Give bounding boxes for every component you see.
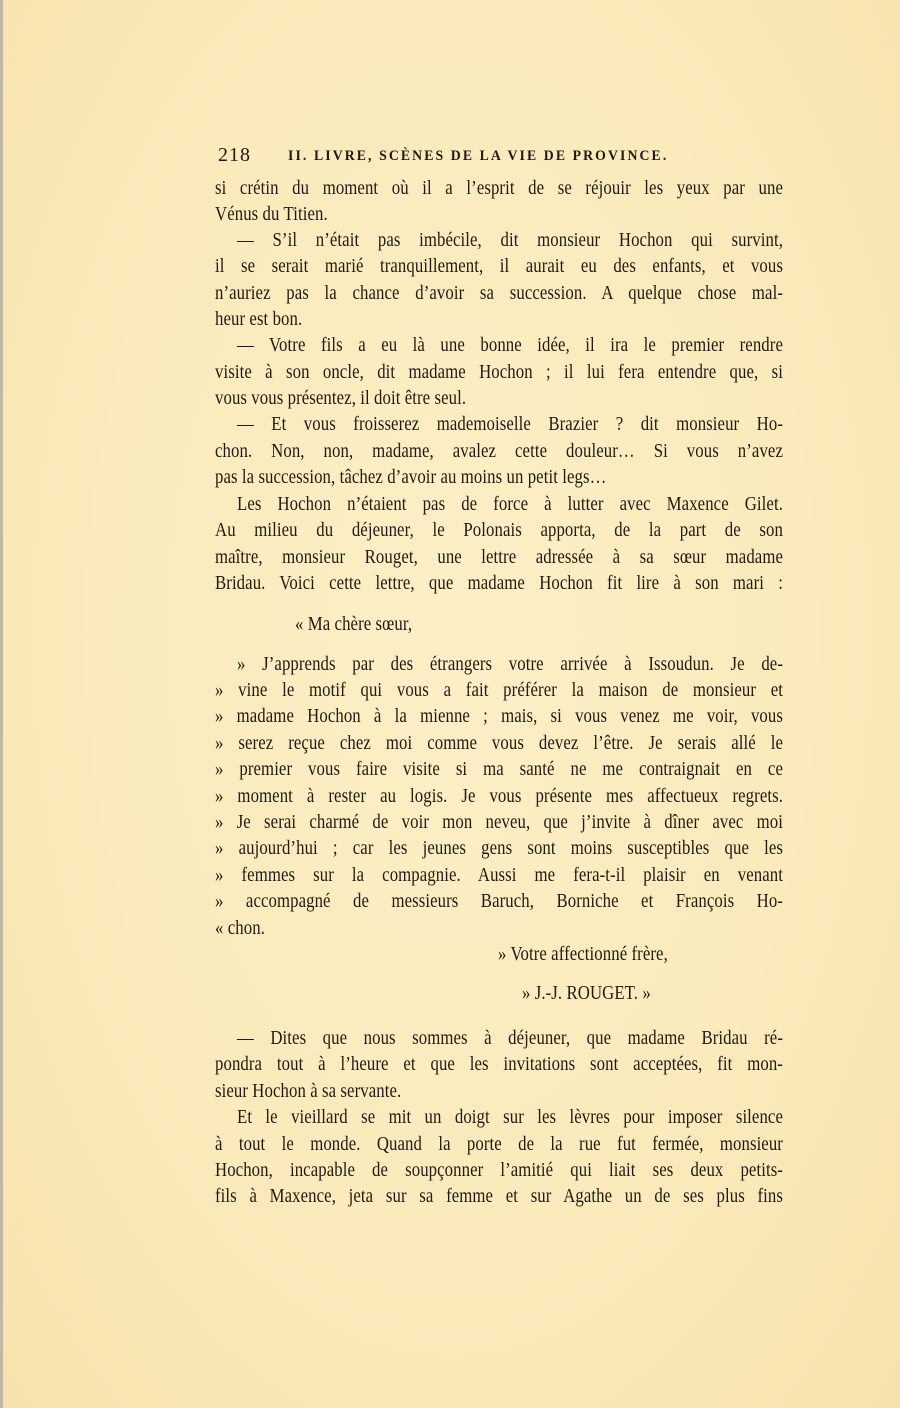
- text-line: maître, monsieur Rouget, une lettre adressée à sa sœur madame: [215, 547, 783, 568]
- text-line: « chon.: [215, 918, 265, 939]
- text-line: vous vous présentez, il doit être seul.: [215, 388, 467, 409]
- text-line: Bridau. Voici cette lettre, que madame Hochon fit lire à son mari :: [215, 573, 783, 594]
- text-line: » serez reçue chez moi comme vous devez l’être. Je serais allé le: [215, 733, 783, 754]
- text-line: visite à son oncle, dit madame Hochon ; il lui fera entendre que, si: [215, 362, 783, 383]
- text-line: » Je serai charmé de voir mon neveu, que j’invite à dîner avec moi: [215, 812, 783, 833]
- text-line: » accompagné de messieurs Baruch, Borniche et François Ho-: [215, 891, 783, 912]
- text-line: » vine le motif qui vous a fait préférer la maison de monsieur et: [215, 680, 783, 701]
- text-line: heur est bon.: [215, 309, 303, 330]
- text-line: sieur Hochon à sa servante.: [215, 1081, 402, 1102]
- text-line: chon. Non, non, madame, avalez cette douleur… Si vous n’avez: [215, 441, 783, 462]
- text-line: — S’il n’était pas imbécile, dit monsieur Hochon qui survint,: [237, 230, 783, 251]
- text-line: » madame Hochon à la mienne ; mais, si vous venez me voir, vous: [215, 706, 783, 727]
- text-line: — Dites que nous sommes à déjeuner, que madame Bridau ré-: [237, 1028, 783, 1049]
- text-line: — Votre fils a eu là une bonne idée, il ira le premier rendre: [237, 335, 783, 356]
- text-line: pondra tout à l’heure et que les invitations sont acceptées, fit mon-: [215, 1054, 783, 1075]
- text-line: n’auriez pas la chance d’avoir sa succession. A quelque chose mal-: [215, 283, 783, 304]
- text-line: fils à Maxence, jeta sur sa femme et sur Agathe un de ses plus fins: [215, 1186, 783, 1207]
- text-line: « Ma chère sœur,: [295, 614, 413, 635]
- text-line: si crétin du moment où il a l’esprit de se réjouir les yeux par une: [215, 178, 783, 199]
- text-line: » J.-J. ROUGET. »: [522, 983, 651, 1004]
- text-line: Vénus du Titien.: [215, 204, 328, 225]
- text-line: pas la succession, tâchez d’avoir au moins un petit legs…: [215, 467, 607, 488]
- text-line: » moment à rester au logis. Je vous présente mes affectueux regrets.: [215, 786, 783, 807]
- text-line: il se serait marié tranquillement, il aurait eu des enfants, et vous: [215, 256, 783, 277]
- text-line: Hochon, incapable de soupçonner l’amitié qui liait ses deux petits-: [215, 1160, 783, 1181]
- running-title: II. LIVRE, SCÈNES DE LA VIE DE PROVINCE.: [288, 148, 669, 164]
- page-number: 218: [218, 144, 251, 166]
- text-line: à tout le monde. Quand la porte de la rue fut fermée, monsieur: [215, 1134, 783, 1155]
- text-line: » Votre affectionné frère,: [498, 944, 668, 965]
- text-line: — Et vous froisserez mademoiselle Brazier ? dit monsieur Ho-: [237, 414, 783, 435]
- text-line: » premier vous faire visite si ma santé ne me contraignait en ce: [215, 759, 783, 780]
- text-line: Et le vieillard se mit un doigt sur les lèvres pour imposer silence: [237, 1107, 783, 1128]
- text-line: » aujourd’hui ; car les jeunes gens sont moins susceptibles que les: [215, 838, 783, 859]
- book-page: [3, 0, 900, 1408]
- text-line: » J’apprends par des étrangers votre arrivée à Issoudun. Je de-: [237, 654, 783, 675]
- text-line: Au milieu du déjeuner, le Polonais apporta, de la part de son: [215, 520, 783, 541]
- text-line: Les Hochon n’étaient pas de force à lutter avec Maxence Gilet.: [237, 494, 783, 515]
- text-line: » femmes sur la compagnie. Aussi me fera-t-il plaisir en venant: [215, 865, 783, 886]
